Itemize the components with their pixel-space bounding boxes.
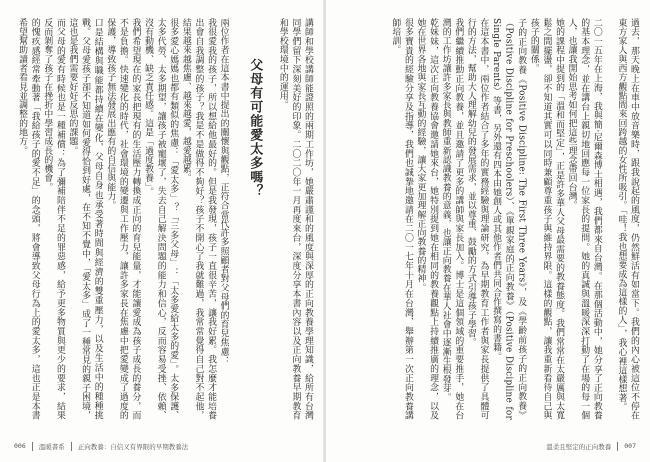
paragraph: 過去，那天晚上在車中放音樂時，跟我說起的風度，仍然鮮活有如當下。我們的內心被這位不停在東方家人與西方觀點間來回跨越的女性所吸引。「哇！我也想要成為這樣的人」，我心裡這樣想著。 [616,18,639,420]
right-page-body [340,18,640,420]
paragraph: 很多寶貴的經驗分享及指導，我們也誠摯地邀請在二〇一七年十月在台灣，舉辦第一次正向教養講師培訓。 [390,18,413,420]
paragraph: 二〇一五年在上海，我與簡·尼爾森博士相遇，我們都來自台灣。在那個活動中，她分享了正向教養的基本理念，並在講台上親切地回應每一位家長的提問。她的真誠與溫暖深深打動了在場的每一個人，也讓我開始思考如何把這些理念帶回台灣。 [566,18,602,420]
footer-divider [71,442,72,451]
paragraph: 而父母的愛有時候也是一種補償：為了彌補陪伴不足的罪惡感，給予更多物質與更少的要求，結果反而剝奪了孩子在挫折中學習成長的機會。 [42,18,65,420]
page-number: 006 [14,442,26,450]
paragraph: 她的課程中提到的「溫和而堅定」，正是許多華人父母最需要的教養態度。我們常常在太嚴厲與太寬鬆之間擺盪，卻不知道其實可以同時兼顧尊重孩子與維持界限。這樣的觀點，讓我重新看待自己與孩子的關係。 [528,18,565,420]
left-page-body [14,18,314,420]
footer-divider [617,442,618,451]
paragraph: 很多愛心媽媽也都有類似的焦慮：「愛太多」？「三多父母」：「太多愛給太多的愛」。太多保護、太多代勞、太多期望，讓孩子被寵壞了，失去自己解決問題的能力和信心，反而容易受挫、依賴、沒有動機、缺乏責任感。這是「過度教養」。 [143,18,179,420]
section-heading: 父母有可能愛太多嗎？ [247,58,263,198]
running-title: 溫柔且堅定的正向教養 [546,442,612,451]
paragraph: 兩位作者在這本書中提出的關懷與觀點，正符合當代許多照顧者對父母們的育兒焦慮： [218,18,229,366]
series-name: 溫暖書系 [38,442,65,451]
right-page [326,0,650,462]
paragraph: 乾妹妹，這次正向教養協會邀請她來台，她特別提到她在相同的教養觀點上持續推廣的理念，以及她在世界各地與家長互動的經驗，讓大家更加理解正向教養的精神。 [415,18,439,420]
paragraph: 我們繼續推動正向教養，並且邀請了更多的講師與家長加入。博士是這個領域的重要推手，她在台灣的工作坊讓許多家長與教師重新認識教養的意義，也讓正向教養在華人社會中逐漸生根發芽。 [440,18,464,420]
footer-divider [32,442,33,451]
paragraph: 子的正向教養《Positive Discipline: The First Three Years》，及《學齡前孩子的正向教養》（Positive Discipline for Preschoolers）、《單親家庭的正向教養》（Positive Discipline for Single Parents）等書，另外還有四本由她創人或其他作者們共同合作撰寫的書籍。 [491,18,527,420]
paragraph: 在這本書中，兩位作者結合了多年的實務經驗與理論研究，為早期教育工作者與家長提供了具體可行的方法，幫助大人理解幼兒的發展需求，並以尊重、鼓勵的方式引導孩子學習。 [465,18,489,420]
paragraph: 口是結構與職能都持續在變化，父母自身也承受著時間與經濟的雙重壓力，以及生活中的種種挑戰。父母愛孩子卻不知道如何愛得恰到好處，在不知不覺中，「愛太多」成了一種常見的親子困境，這也是我們需要好好反思的課題。 [67,18,103,420]
paragraph: 我很愛我的孩子，所以想給他最好的。但是我發現，孩子一直很辛苦，讓我好累。我怎麼才能培養出會自我調整的孩子？我是不是做得不夠好？孩子不開心了我就難過，我常常覺得自己對不起他，結果越來越焦慮、越來越愛，越愛越累。 [180,18,217,420]
left-page [0,0,324,462]
running-title: 正向教養：自信又有界限的早期教養法 [77,442,189,451]
left-page-footer [14,440,188,452]
paragraph: 講師和學校講師能證照的兩期工作坊，她嚴肅謹和的風度與深厚的正向教養學理知識，給所有台灣同學們留下深刻美好的印象。二〇二〇年一月再度來台，深度分享本書內容以及正向教養早期教育和學校環境中的運用。 [277,18,313,420]
right-page-footer [546,440,636,452]
page-number: 007 [624,442,636,450]
paragraph: 的愧疚感經常牽動著「我給孩子的愛不足」的念頭，將會導致父母行為上的愛太多，這也正是本書希望幫助讀者看見並調整的地方。 [17,18,40,420]
paragraph: 我們希望現在的家長把現有的生活壓力轉換成正向的育兒能量，才能讓愛成為孩子成長的養分，而不是負擔。快速變化的時代，社會環境的變遷與工作壓力，讓許多家長在焦慮中把愛變成了過度的保護，導致孩子無法發展出應有的自信與能力。 [105,18,141,420]
